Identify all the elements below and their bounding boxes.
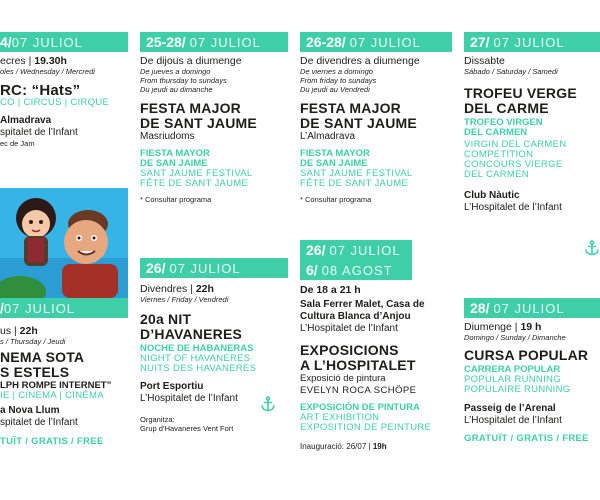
title-es: EXPOSICIÓN DE PINTURA (300, 402, 420, 413)
month-label: 07 JULIOL (493, 300, 565, 316)
date-range: 26/ (146, 260, 166, 276)
event-day-en: From friday to sundays (300, 76, 377, 85)
event-title-line2: DEL CARME (464, 100, 549, 116)
event-day: Dissabte (464, 55, 505, 67)
program-note: * Consultar programa (140, 195, 212, 204)
event-organizer: ec de Jam (0, 139, 35, 148)
date-range: 28/ (470, 300, 490, 316)
month-label: 07 JULIOL (493, 34, 565, 50)
event-town: L’Hospitalet de l’Infant (464, 415, 562, 426)
date-range: 25-28/ (146, 34, 186, 50)
date-header (140, 32, 288, 52)
organizer-name: Grup d’Havaneres Vent Fort (140, 424, 234, 433)
title-fr-line2: DEL CARMEN (464, 169, 529, 180)
title-en-line1: VIRGIN DEL CARMEN (464, 139, 567, 150)
event-day-fr: Du jeudi au Vendredi (300, 85, 370, 94)
event-title-line2: DE SANT JAUME (300, 115, 417, 131)
month-label: 07 JULIOL (3, 300, 76, 316)
date-header-2b (300, 260, 412, 280)
title-es-line2: DEL CARMEN (464, 127, 528, 138)
title-fr-line1: CONCOURS VIERGE (464, 159, 563, 170)
date-header (300, 32, 452, 52)
title-es: NOCHE DE HABANERAS (140, 343, 254, 354)
event-venue: Port Esportiu (140, 381, 204, 392)
event-title-line1: FESTA MAJOR (300, 100, 401, 116)
event-title-line2: A L’HOSPITALET (300, 357, 416, 373)
title-en: POPULAR RUNNING (464, 374, 561, 385)
title-es-line1: FIESTA MAYOR (300, 148, 370, 159)
event-day-fr: Du jeudi au dimanche (140, 85, 213, 94)
exhibition-type: Exposició de pintura (300, 373, 386, 384)
date-header (464, 32, 600, 52)
event-day: us | 22h (0, 325, 38, 337)
artist-name: EVELYN ROCA SCHÖPE (300, 385, 417, 396)
date-range: / (0, 300, 4, 316)
free-entry-label: TUÏT / GRATIS / FREE (0, 436, 104, 447)
date-range: 26-28/ (306, 34, 346, 50)
column-4 (464, 0, 600, 500)
title-fr: POPULAIRE RUNNING (464, 384, 571, 395)
date-range: 6/ (306, 262, 318, 278)
film-poster-image (0, 188, 128, 298)
event-title-line2: S ESTELS (0, 364, 70, 380)
event-venue: Almadrava (0, 115, 52, 126)
event-day: De divendres a diumenge (300, 55, 420, 67)
date-range: 26/ (306, 242, 326, 258)
event-day-translation: Sábado / Saturday / Samedi (464, 67, 558, 76)
event-day: Divendres | 22h (140, 283, 214, 295)
event-title: CURSA POPULAR (464, 347, 589, 363)
month-label: 07 JULIOL (169, 260, 241, 276)
month-label: 08 AGOST (321, 262, 393, 278)
title-en: SANT JAUME FESTIVAL (140, 168, 253, 179)
title-es-line2: DE SAN JAIME (300, 158, 368, 169)
date-header-2a (300, 240, 412, 260)
event-title-line1: NEMA SOTA (0, 349, 85, 365)
title-en: ART EXHIBITION (300, 412, 380, 423)
title-fr: FÊTE DE SANT JAUME (300, 178, 409, 189)
title-en: NIGHT OF HAVANERES (140, 353, 251, 364)
anchor-icon (584, 240, 600, 256)
date-range: 27/ (470, 34, 490, 50)
date-header-2 (464, 298, 600, 318)
free-entry-label: GRATUÏT / GRATIS / FREE (464, 433, 589, 444)
event-day-translation: oles / Wednesday / Mercredi (0, 67, 95, 76)
event-day-en: From thursday to sundays (140, 76, 227, 85)
event-day: De dijous a diumenge (140, 55, 242, 67)
title-es-line1: TROFEO VIRGEN (464, 117, 543, 128)
event-place: Masriudoms (140, 131, 195, 142)
title-fr: NUITS DES HAVANERES (140, 363, 257, 374)
month-label: 07 JULIOL (349, 34, 421, 50)
event-title-line1: TROFEU VERGE (464, 85, 577, 101)
organizer-label: Organitza: (140, 415, 175, 424)
event-title-line2: DE SANT JAUME (140, 115, 257, 131)
title-es: CARRERA POPULAR (464, 364, 561, 375)
title-fr: FÊTE DE SANT JAUME (140, 178, 249, 189)
event-day-translation: Viernes / Friday / Vendredi (140, 295, 229, 304)
event-title: RC: “Hats” (0, 82, 81, 99)
event-venue: Club Nàutic (464, 190, 520, 201)
event-day-es: De jueves a domingo (140, 67, 211, 76)
title-es-line1: FIESTA MAYOR (140, 148, 210, 159)
title-fr: EXPOSITION DE PEINTURE (300, 422, 432, 433)
event-town: spitalet de l’Infant (0, 127, 78, 138)
anchor-icon (260, 396, 276, 412)
event-town: L’Hospitalet de l’Infant (300, 323, 398, 334)
event-day: ecres | 19.30h (0, 55, 67, 67)
inauguration: Inauguració: 26/07 | 19h (300, 442, 387, 451)
event-time: De 18 a 21 h (300, 284, 361, 296)
event-town: L’Hospitalet de l’Infant (464, 202, 562, 213)
event-venue: Passeig de l’Arenal (464, 403, 556, 414)
event-title-line1: 20a NIT (140, 311, 192, 327)
event-town: spitalet de l’Infant (0, 417, 78, 428)
event-day-translation: Domingo / Sunday / Dimanche (464, 333, 566, 342)
column-2 (140, 0, 288, 500)
date-header (0, 32, 128, 52)
column-1 (0, 0, 128, 500)
column-3 (300, 0, 452, 500)
event-day: Diumenge | 19 h (464, 321, 542, 333)
event-day-translation: s / Thursday / Jeudi (0, 337, 66, 346)
month-label: 07 JULIOL (189, 34, 261, 50)
event-title-line2: D’HAVANERES (140, 326, 243, 342)
film-title: LPH ROMPE INTERNET” (0, 380, 112, 391)
event-venue: Sala Ferrer Malet, Casa de (300, 299, 425, 310)
event-place: L’Almadrava (300, 131, 356, 142)
event-venue: a Nova Llum (0, 405, 60, 416)
month-label: 07 JULIOL (11, 34, 83, 50)
event-day-es: De viernes a domingo (300, 67, 373, 76)
event-category: IE | CINEMA | CINÉMA (0, 390, 104, 401)
title-es-line2: DE SAN JAIME (140, 158, 208, 169)
title-en: SANT JAUME FESTIVAL (300, 168, 413, 179)
date-header-2 (0, 298, 128, 318)
date-range: 4/ (0, 34, 12, 50)
event-category: CO | CIRCUS | CIRQUE (0, 97, 110, 108)
event-town: L’Hospitalet de l’Infant (140, 393, 238, 404)
date-header-2 (140, 258, 288, 278)
program-note: * Consultar programa (300, 195, 372, 204)
event-venue-2: Cultura Blanca d’Anjou (300, 311, 411, 322)
event-title-line1: FESTA MAJOR (140, 100, 241, 116)
event-title-line1: EXPOSICIONS (300, 342, 399, 358)
title-en-line2: COMPETITION (464, 149, 534, 160)
month-label: 07 JULIOL (329, 242, 401, 258)
